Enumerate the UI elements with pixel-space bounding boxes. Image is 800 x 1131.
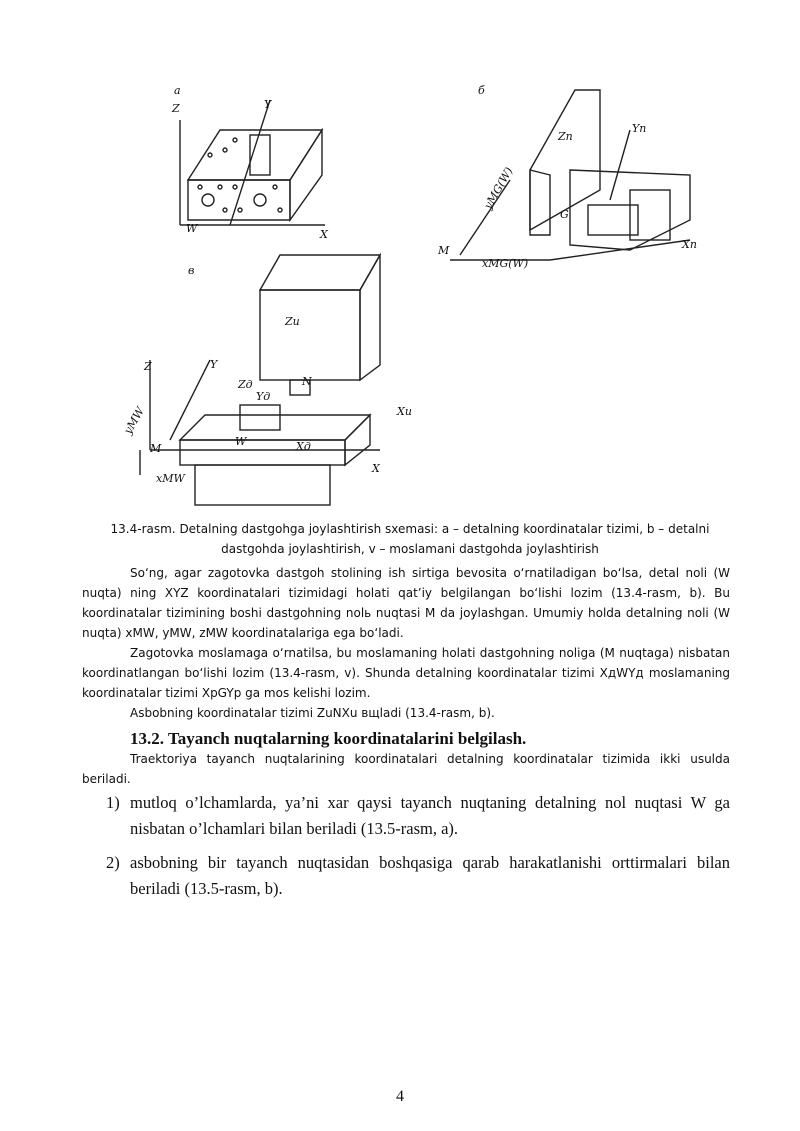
panel-v-drawing — [121, 255, 412, 505]
list-item-text: asbobning bir tayanch nuqtasidan boshqasiga qarab harakatlanishi orttirmalari bilan beriladi (13.5-rasm, b). — [130, 853, 730, 898]
paragraph-1: So‘ng, agar zagotovka dastgoh stolining ish sirtiga bevosita o‘rnatiladigan bo‘lsa, detal noli (W nuqta) ning XYZ koordinatalari tizimidagi holati qat’iy belgilangan bo‘lishi lozim (13.4-rasm, b). Bu koordinatalar tizimining boshi dastgohning nolь nuqtasi M da joylashgan. Umumiy holda detalning noli (W nuqta) xMW, yMW, zMW koordinatalariga ega bo‘ladi. — [82, 566, 730, 640]
page-number: 4 — [396, 1088, 404, 1105]
panel-v-label: в — [188, 264, 195, 277]
panel-v-dim-y: yMW — [121, 405, 147, 437]
panel-v-n-point: N — [302, 375, 312, 388]
panel-v-zd-label: Zд — [238, 378, 253, 391]
panel-b-x-axis-label: Xn — [682, 238, 697, 251]
panel-v-w-point: W — [235, 435, 247, 448]
panel-v-z-axis-label: Z — [144, 360, 152, 373]
list-item-number: 1) — [106, 793, 120, 812]
panel-b-g-point: G — [560, 208, 569, 221]
list-item — [106, 850, 730, 902]
panel-v-yd-label: Yд — [256, 390, 271, 403]
method-list — [106, 790, 730, 910]
panel-b-dim-x: xMG(W) — [482, 257, 529, 270]
figure-13-4 — [110, 80, 710, 510]
panel-v-xu-label: Xu — [397, 405, 412, 418]
body-paragraphs — [82, 563, 730, 723]
list-item-number: 2) — [106, 853, 120, 872]
panel-b-dim-y: yMG(W) — [481, 165, 516, 212]
list-item-text: mutloq o’lchamlarda, ya’ni xar qaysi tayanch nuqtaning detalning nol nuqtasi W ga nisbatan o’lchamlari bilan beriladi (13.5-rasm, a). — [130, 793, 730, 838]
panel-b-label: б — [478, 84, 485, 97]
panel-v-dim-x: xMW — [156, 472, 185, 485]
intro-paragraph — [82, 749, 730, 789]
section-heading: 13.2. Tayanch nuqtalarning koordinatalarini belgilash. — [130, 729, 527, 748]
panel-v-y-axis-label: Y — [210, 358, 218, 371]
panel-a-w-point: W — [186, 222, 198, 235]
panel-v-x-axis-label: X — [372, 462, 380, 475]
list-item — [106, 790, 730, 842]
intro-text: Traektoriya tayanch nuqtalarining koordinatalari detalning koordinatalar tizimida ikki usulda beriladi. — [82, 752, 730, 786]
panel-a-y-axis-label: Y — [264, 98, 272, 111]
panel-v-xd-label: Xд — [296, 440, 311, 453]
caption-line-1: 13.4-rasm. Detalning dastgohga joylashtirish sxemasi: a – detalning koordinatalar tizimi, b – detalni — [110, 522, 710, 536]
panel-b-z-axis-label: Zn — [558, 130, 573, 143]
panel-b-drawing — [437, 84, 697, 270]
panel-b-y-axis-label: Yn — [632, 122, 647, 135]
panel-a-x-axis-label: X — [320, 228, 328, 241]
panel-b-m-point: M — [438, 244, 450, 257]
caption-line-2: dastgohda joylashtirish, v – moslamani dastgohda joylashtirish — [221, 542, 599, 556]
panel-v-zu-label: Zu — [285, 315, 300, 328]
paragraph-2: Zagotovka moslamaga o‘rnatilsa, bu moslamaning holati dastgohning noliga (M nuqtaga) nisbatan koordinatlangan bo‘lishi lozim (13.4-rasm, v). Shunda detalning koordinatalar tizimi XдWYд moslamaning koordinatalar tizimi XpGYp ga mos kelishi lozim. — [82, 646, 730, 700]
panel-a-label: a — [174, 84, 181, 97]
panel-a-z-axis-label: Z — [172, 102, 180, 115]
paragraph-3: Asbobning koordinatalar tizimi ZuNXu вщladi (13.4-rasm, b). — [130, 706, 495, 720]
panel-v-m-point: M — [150, 442, 162, 455]
figure-caption — [100, 519, 720, 559]
panel-a-drawing — [171, 84, 329, 241]
